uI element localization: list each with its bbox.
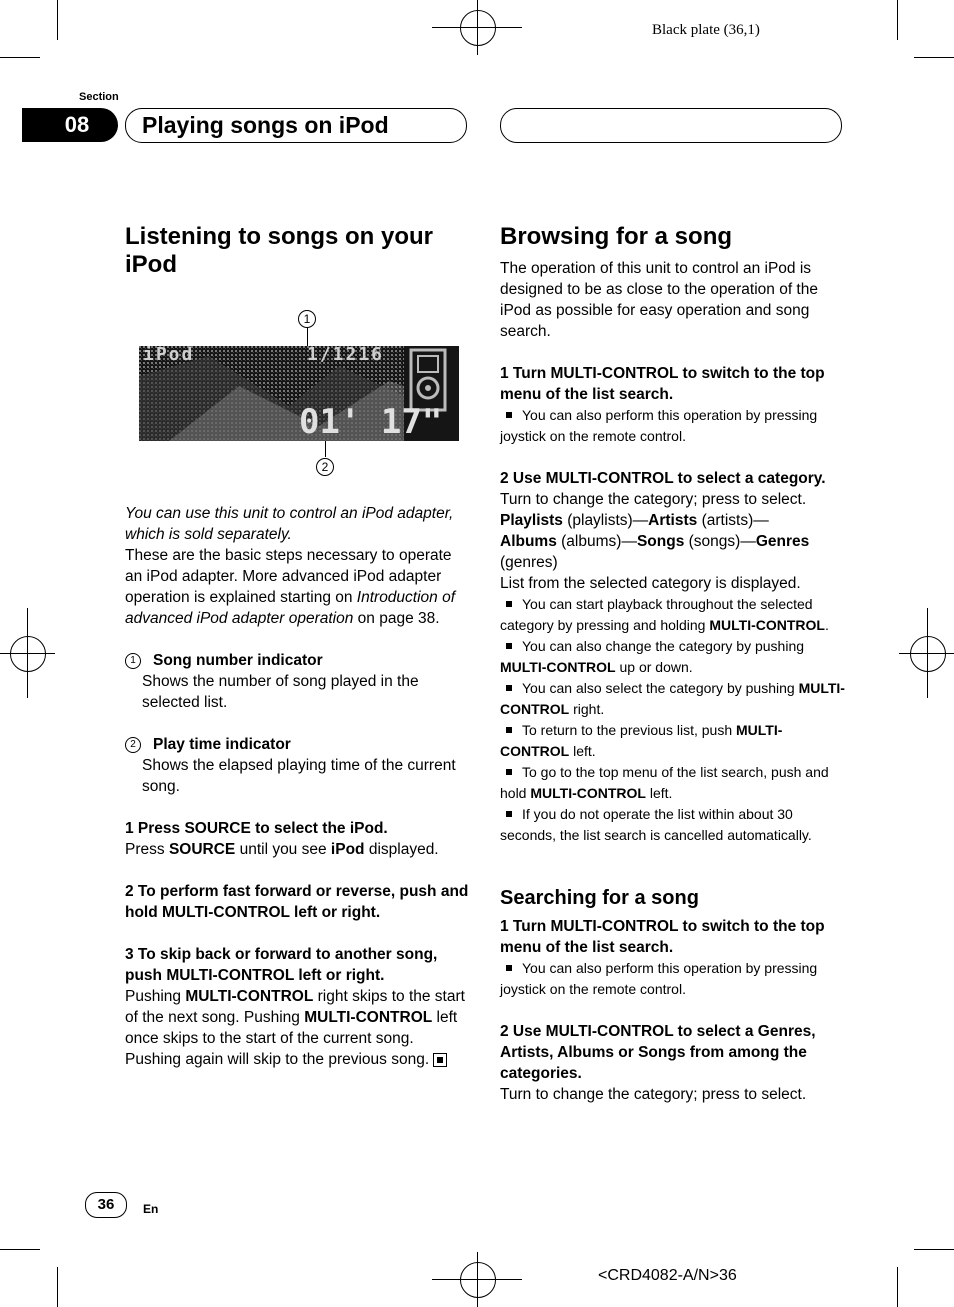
registration-line <box>477 0 478 55</box>
intro-link: Introduction of advanced iPod adapter operation <box>125 589 456 627</box>
intro-paragraph: These are the basic steps necessary to operate an iPod adapter. More advanced iPod adapter operation is explained starting on Introduction of advanced iPod adapter operation on page 38. <box>125 547 456 627</box>
adapter-note: You can use this unit to control an iPod adapter, which is sold separately. <box>125 505 454 543</box>
step-3-title: 3 To skip back or forward to another song, push MULTI-CONTROL left or right. <box>125 946 438 984</box>
note-playback: You can start playback throughout the selected category by pressing and holding MULTI-CONTROL. <box>500 596 829 633</box>
section-title-pill <box>125 108 467 143</box>
document-code: <CRD4082-A/N>36 <box>598 1267 737 1284</box>
crop-mark <box>57 1267 58 1307</box>
note-select-category: You can also select the category by pushing MULTI-CONTROL right. <box>500 680 845 717</box>
registration-line <box>27 608 28 698</box>
callout-2: 2 <box>316 458 334 476</box>
lcd-play-time: 01' 17" <box>299 402 443 441</box>
end-mark-icon <box>433 1053 447 1067</box>
registration-mark <box>910 636 946 672</box>
section-number: 08 <box>64 112 90 137</box>
registration-mark <box>460 1262 496 1298</box>
note-timeout: If you do not operate the list within about 30 seconds, the list search is cancelled automatically. <box>500 806 812 843</box>
step-3-text: Pushing MULTI-CONTROL right skips to the start of the next song. Pushing MULTI-CONTROL left once skips to the start of the current song. Pushing again will skip to the previous song. <box>125 988 465 1068</box>
bullet-icon <box>506 727 512 733</box>
browse-intro: The operation of this unit to control an iPod is designed to be as close to the operation of the iPod as possible for easy operation and song search. <box>500 260 818 340</box>
bullet-icon <box>506 685 512 691</box>
note-return: To return to the previous list, push MULTI-CONTROL left. <box>500 722 783 759</box>
crop-mark <box>0 1249 40 1250</box>
crop-mark <box>897 0 898 40</box>
crop-mark <box>914 1249 954 1250</box>
crop-mark <box>57 0 58 40</box>
lcd-song-number: 1/1216 <box>307 346 385 365</box>
right-heading: Browsing for a song <box>500 223 733 250</box>
language-label: En <box>143 1202 159 1216</box>
right-body <box>500 258 845 1105</box>
search-step-1-note: You can also perform this operation by pressing joystick on the remote control. <box>500 960 818 997</box>
category-list-note: List from the selected category is displayed. <box>500 575 801 592</box>
category-list: Playlists (playlists)—Artists (artists)— Albums (albums)—Songs (songs)—Genres (genres) <box>500 512 810 571</box>
bullet-icon <box>506 811 512 817</box>
note-change-category: You can also change the category by pushing MULTI-CONTROL up or down. <box>500 638 805 675</box>
left-heading-block <box>125 223 470 279</box>
bullet-icon <box>506 601 512 607</box>
left-heading: Listening to songs on your iPod <box>125 223 433 278</box>
sub-heading: Searching for a song <box>500 887 699 909</box>
ipod-display-figure <box>139 346 459 441</box>
bullet-icon <box>506 412 512 418</box>
right-heading-block <box>500 223 845 251</box>
plate-label: Black plate (36,1) <box>652 22 760 38</box>
step-1-text: Press SOURCE until you see iPod displayed. <box>125 841 439 858</box>
bullet-icon <box>506 769 512 775</box>
search-step-1-title: 1 Turn MULTI-CONTROL to switch to the top menu of the list search. <box>500 918 825 956</box>
item-song-number-desc: Shows the number of song played in the selected list. <box>142 673 419 711</box>
item-play-time-desc: Shows the elapsed playing time of the current song. <box>142 757 456 795</box>
lcd-source-text: iPod <box>143 346 195 365</box>
search-step-2-text: Turn to change the category; press to select. <box>500 1086 807 1103</box>
search-step-2-title: 2 Use MULTI-CONTROL to select a Genres, Artists, Albums or Songs from among the categories. <box>500 1023 816 1082</box>
step-2-title: 2 To perform fast forward or reverse, push and hold MULTI-CONTROL left or right. <box>125 883 469 921</box>
section-label: Section <box>79 91 119 103</box>
page-number: 36 <box>85 1192 127 1218</box>
crop-mark <box>0 57 40 58</box>
section-title: Playing songs on iPod <box>142 112 389 138</box>
browse-step-1-title: 1 Turn MULTI-CONTROL to switch to the top menu of the list search. <box>500 365 825 403</box>
item-song-number: 1 Song number indicator <box>125 650 470 671</box>
registration-line <box>477 1252 478 1307</box>
browse-step-2-text: Turn to change the category; press to select. <box>500 491 807 508</box>
registration-line <box>927 608 928 698</box>
crop-mark <box>914 57 954 58</box>
bullet-icon <box>506 965 512 971</box>
registration-mark <box>460 10 496 46</box>
step-1-title: 1 Press SOURCE to select the iPod. <box>125 820 388 837</box>
section-number-badge <box>22 108 118 142</box>
browse-step-1-note: You can also perform this operation by pressing joystick on the remote control. <box>500 407 818 444</box>
registration-mark <box>10 636 46 672</box>
item-play-time: 2 Play time indicator <box>125 734 470 755</box>
left-body <box>125 503 470 1070</box>
bullet-icon <box>506 643 512 649</box>
callout-1: 1 <box>298 310 316 328</box>
callout-line <box>325 441 326 457</box>
empty-header-pill <box>500 108 842 143</box>
crop-mark <box>897 1267 898 1307</box>
browse-step-2-title: 2 Use MULTI-CONTROL to select a category. <box>500 470 826 487</box>
note-top-menu: To go to the top menu of the list search, push and hold MULTI-CONTROL left. <box>500 764 829 801</box>
